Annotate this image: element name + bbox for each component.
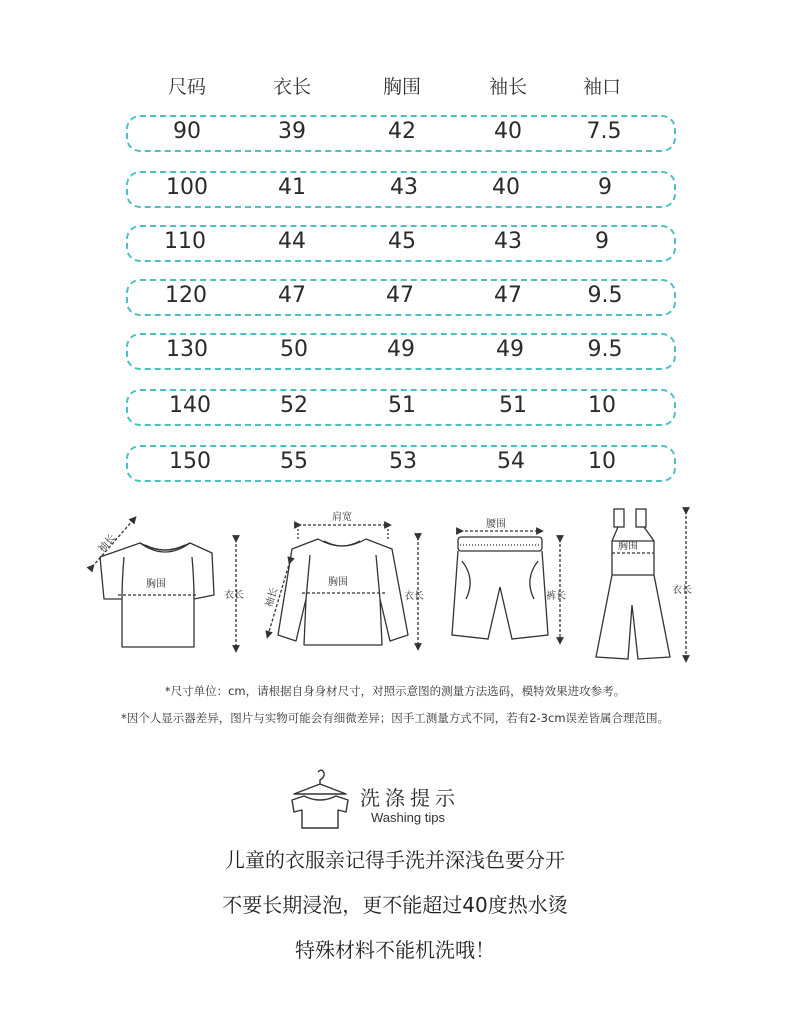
- cell-sleeve: 47: [494, 283, 522, 308]
- cell-sleeve: 43: [494, 229, 522, 254]
- sweater-chest-label: 胸围: [328, 577, 348, 588]
- sweater-sleeve-label: 袖长: [263, 586, 281, 609]
- cell-chest: 45: [388, 229, 416, 254]
- overalls-length-label: 衣长: [672, 585, 692, 596]
- tshirt-sleeve-label: 袖长: [96, 532, 119, 555]
- shorts-diagram: [452, 531, 560, 641]
- overalls-diagram: [596, 509, 686, 659]
- table-row: [0, 171, 790, 208]
- cell-size: 100: [166, 175, 208, 200]
- cell-chest: 51: [388, 393, 416, 418]
- measurement-diagrams: [0, 495, 790, 670]
- cell-sleeve: 40: [494, 119, 522, 144]
- cell-chest: 42: [388, 119, 416, 144]
- table-row: [0, 225, 790, 262]
- overalls-chest-label: 胸围: [618, 541, 638, 552]
- cell-sleeve: 40: [492, 175, 520, 200]
- cell-cuff: 9: [595, 229, 609, 254]
- cell-length: 50: [280, 337, 308, 362]
- cell-size: 120: [165, 283, 207, 308]
- cell-size: 110: [164, 229, 206, 254]
- cell-length: 55: [280, 449, 308, 474]
- tshirt-chest-label: 胸围: [146, 579, 166, 590]
- table-row: [0, 279, 790, 316]
- cell-sleeve: 51: [499, 393, 527, 418]
- washing-tip-3: 特殊材料不能机洗哦！: [295, 938, 495, 962]
- cell-size: 130: [166, 337, 208, 362]
- washing-subtitle: Washing tips: [371, 810, 445, 825]
- header-size: 尺码: [167, 76, 207, 98]
- size-table-header: [0, 70, 790, 100]
- table-row: [0, 115, 790, 152]
- washing-tip-1: 儿童的衣服亲记得手洗并深浅色要分开: [225, 848, 565, 872]
- table-row: [0, 445, 790, 482]
- cell-sleeve: 54: [497, 449, 525, 474]
- sweater-length-label: 衣长: [404, 591, 424, 602]
- cell-size: 150: [169, 449, 211, 474]
- cell-chest: 43: [390, 175, 418, 200]
- cell-chest: 49: [387, 337, 415, 362]
- cell-cuff: 9.5: [587, 337, 623, 362]
- header-sleeve: 袖长: [488, 76, 528, 98]
- tshirt-length-label: 衣长: [224, 590, 244, 601]
- shorts-pants-length-label: 裤长: [546, 591, 566, 602]
- cell-length: 52: [280, 393, 308, 418]
- size-note-1: *尺寸单位：cm，请根据自身身材尺寸，对照示意图的测量方法选码，模特效果进攻参考。: [164, 684, 626, 698]
- cell-cuff: 9: [598, 175, 612, 200]
- cell-length: 47: [278, 283, 306, 308]
- header-length: 衣长: [272, 76, 312, 98]
- cell-cuff: 7.5: [586, 119, 622, 144]
- cell-length: 44: [278, 229, 306, 254]
- cell-sleeve: 49: [496, 337, 524, 362]
- header-chest: 胸围: [382, 76, 422, 98]
- header-cuff: 袖口: [582, 76, 622, 98]
- cell-length: 39: [278, 119, 306, 144]
- cell-cuff: 9.5: [587, 283, 623, 308]
- cell-chest: 47: [386, 283, 414, 308]
- size-note-2: *因个人显示器差异，图片与实物可能会有细微差异；因手工测量方式不同，若有2-3cm误差皆属合理范围。: [120, 711, 670, 725]
- cell-size: 140: [169, 393, 211, 418]
- cell-length: 41: [278, 175, 306, 200]
- sweater-shoulder-label: 肩宽: [332, 512, 352, 523]
- shorts-waist-label: 腰围: [486, 519, 506, 530]
- hanger-shirt-icon: [288, 766, 352, 830]
- cell-cuff: 10: [588, 393, 616, 418]
- washing-tip-2: 不要长期浸泡，更不能超过40度热水烫: [222, 893, 568, 917]
- cell-chest: 53: [389, 449, 417, 474]
- cell-size: 90: [173, 119, 201, 144]
- table-row: [0, 389, 790, 426]
- washing-title: 洗涤提示: [360, 786, 460, 810]
- table-row: [0, 333, 790, 370]
- cell-cuff: 10: [588, 449, 616, 474]
- garment-diagrams-svg: [0, 495, 790, 670]
